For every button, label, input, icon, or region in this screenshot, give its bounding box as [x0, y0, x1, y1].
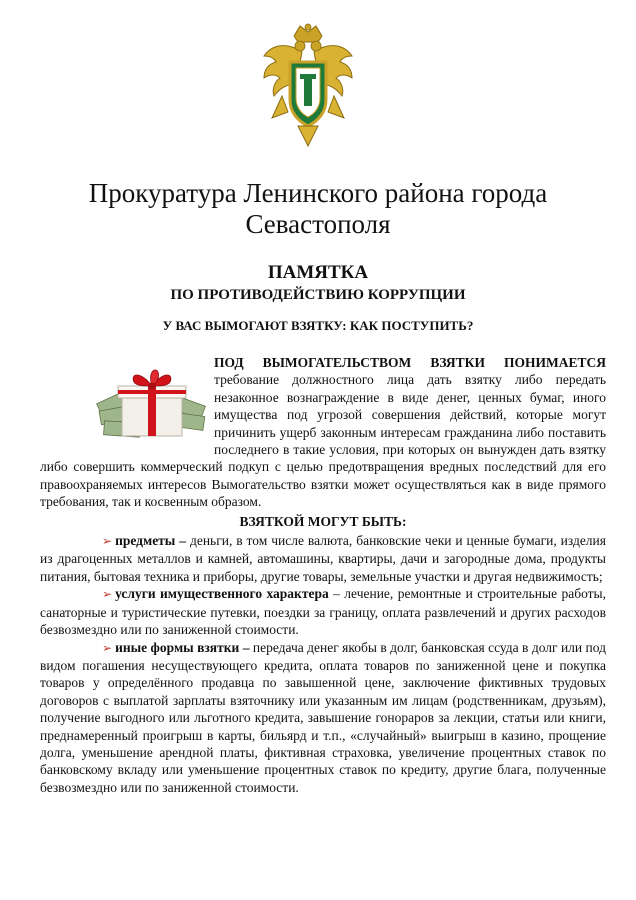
item-term: предметы – [115, 533, 187, 549]
arrow-bullet-icon: ➢ [102, 534, 113, 549]
definition-heading: ПОД ВЫМОГАТЕЛЬСТВОМ ВЗЯТКИ ПОНИМАЕТСЯ [214, 355, 606, 370]
organization-title: Прокуратура Ленинского района города Севастополя [88, 178, 548, 239]
arrow-bullet-icon: ➢ [102, 640, 113, 655]
list-item [40, 639, 606, 797]
item-text: передача денег якобы в долг, банковская ссуда в долг или под видом погашения несуществующего кредита, оплата товаров по заниженной цене и покупка товаров у определённого продавца по завышенной цене, заключение фиктивных трудовых договоров с выплатой зарплаты взяточнику или указанным им лицам (родственникам, друзьям), получение выгодного или льготного кредита, завышение гонораров за лекции, статьи или книги, преднамеренный проигрыш в карты, бильярд и т.п., «случайный» выигрыш в казино, прощение долга, уменьшение арендной платы, фиктивная страховка, увеличение процентных ставок по банковскому вкладу или уменьшение процентных ставок по кредиту, другие блага, полученные безвозмездно или по заниженной стоимости. [40, 639, 606, 795]
section-heading: ВЗЯТКОЙ МОГУТ БЫТЬ: [239, 513, 407, 529]
list-item [40, 585, 606, 638]
item-term: иные формы взятки – [115, 639, 250, 655]
prosecutor-emblem [258, 22, 358, 150]
arrow-bullet-icon: ➢ [102, 587, 113, 602]
memo-body [40, 354, 606, 796]
image-spacer [40, 354, 214, 446]
item-term: услуги имущественного характера [115, 586, 329, 602]
memo-subtitle: ПО ПРОТИВОДЕЙСТВИЮ КОРРУПЦИИ [170, 287, 466, 303]
memo-title: ПАМЯТКА [267, 262, 369, 283]
definition-text: требование должностного лица дать взятку либо передать незаконное вознаграждение в виде денег, ценных бумаг, иного имущества под угрозой совершения действий, которые могут причинить ущерб законным интересам гражданина либо поставить последнего в такие условия, при которых он вынужден дать взятку либо совершить коммерческий подкуп с целью предотвращения вредных последствий для его правоохраняемых интересов Вымогательство взятки может осуществляться как в виде прямого требования, так и косвенным образом. [40, 372, 606, 510]
list-item [40, 532, 606, 585]
item-text: деньги, в том числе валюта, банковские чеки и ценные бумаги, изделия из драгоценных металлов и камней, автомашины, квартиры, дачи и загородные дома, продукты питания, бытовая техника и приборы, другие товары, земельные участки и другая недвижимость; [40, 533, 606, 584]
memo-question: У ВАС ВЫМОГАЮТ ВЗЯТКУ: КАК ПОСТУПИТЬ? [162, 318, 474, 333]
item-text: – лечение, ремонтные и строительные работы, санаторные и туристические путевки, поездки за границу, оплата развлечений и других расходов безвозмездно или по заниженной стоимости. [40, 586, 606, 638]
